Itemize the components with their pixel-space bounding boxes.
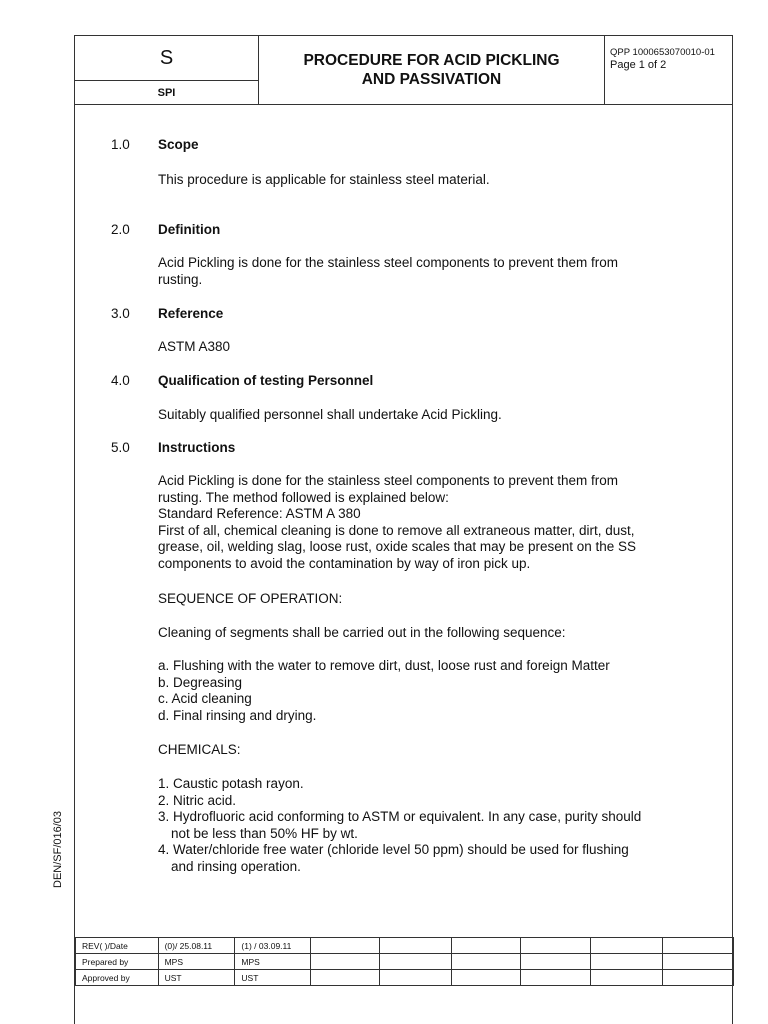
table-cell [591, 954, 662, 970]
section-title-scope: Scope [158, 137, 199, 152]
page-number: Page 1 of 2 [610, 59, 667, 71]
side-document-code: DEN/SF/016/03 [52, 810, 64, 888]
table-cell [380, 970, 451, 986]
text-line: Acid Pickling is done for the stainless steel components to prevent them from [158, 255, 618, 270]
table-cell [310, 970, 380, 986]
table-cell [662, 970, 733, 986]
list-item: 3. Hydrofluoric acid conforming to ASTM or equivalent. In any case, purity should [158, 809, 642, 824]
text-line: rusting. [158, 271, 203, 287]
section-title-instructions: Instructions [158, 440, 236, 455]
chemicals-list [158, 776, 698, 875]
document-title [259, 36, 605, 104]
section-number: 1.0 [111, 137, 130, 152]
sequence-list [158, 658, 698, 724]
table-cell: MPS [235, 954, 310, 970]
list-item: b. Degreasing [158, 674, 243, 690]
document-header [75, 36, 732, 105]
table-row [76, 938, 734, 954]
list-item: 1. Caustic potash rayon. [158, 776, 304, 791]
definition-text [158, 255, 698, 288]
table-cell [520, 938, 591, 954]
table-cell [520, 970, 591, 986]
unit-label: SPI [157, 87, 176, 99]
section-number: 3.0 [111, 306, 130, 321]
title-line-2: AND PASSIVATION [361, 71, 502, 88]
header-left [75, 36, 259, 104]
list-item: c. Acid cleaning [158, 691, 252, 706]
instructions-text [158, 473, 698, 572]
table-cell [520, 954, 591, 970]
sequence-intro: Cleaning of segments shall be carried out in the following sequence: [158, 625, 566, 640]
table-cell [591, 970, 662, 986]
document-page [74, 35, 733, 1024]
reference-text: ASTM A380 [158, 339, 231, 354]
section-number: 5.0 [111, 440, 130, 455]
text-line: components to avoid the contamination by way of iron pick up. [158, 555, 531, 571]
list-item-continuation: not be less than 50% HF by wt. [171, 825, 358, 841]
revision-table [75, 937, 734, 986]
table-row [76, 954, 734, 970]
table-row [76, 970, 734, 986]
company-logo: S [75, 36, 258, 81]
table-cell [451, 938, 520, 954]
table-cell [662, 954, 733, 970]
table-cell [591, 938, 662, 954]
section-title-reference: Reference [158, 306, 224, 321]
table-cell: MPS [158, 954, 235, 970]
table-cell [310, 954, 380, 970]
text-line: First of all, chemical cleaning is done to remove all extraneous matter, dirt, dust, [158, 522, 635, 538]
text-line: rusting. The method followed is explained below: [158, 489, 449, 505]
table-cell [451, 954, 520, 970]
section-title-qualification: Qualification of testing Personnel [158, 373, 374, 388]
section-number: 2.0 [111, 222, 130, 237]
table-cell: UST [235, 970, 310, 986]
sequence-heading: SEQUENCE OF OPERATION: [158, 591, 343, 606]
list-item-continuation: and rinsing operation. [171, 858, 301, 874]
table-cell: (0)/ 25.08.11 [158, 938, 235, 954]
section-number: 4.0 [111, 373, 130, 388]
table-cell [310, 938, 380, 954]
table-cell: UST [158, 970, 235, 986]
table-cell [380, 938, 451, 954]
table-cell [380, 954, 451, 970]
title-line-1: PROCEDURE FOR ACID PICKLING [303, 52, 560, 69]
list-item: a. Flushing with the water to remove dirt, dust, loose rust and foreign Matter [158, 658, 610, 673]
table-cell [451, 970, 520, 986]
qualification-text: Suitably qualified personnel shall undertake Acid Pickling. [158, 407, 502, 422]
scope-text: This procedure is applicable for stainless steel material. [158, 172, 490, 187]
text-line: grease, oil, welding slag, loose rust, oxide scales that may be present on the SS [158, 539, 637, 554]
list-item: 4. Water/chloride free water (chloride level 50 ppm) should be used for flushing [158, 842, 629, 857]
table-cell: (1) / 03.09.11 [235, 938, 310, 954]
document-number: QPP 1000653070010-01 [610, 47, 715, 58]
list-item: 2. Nitric acid. [158, 792, 237, 808]
section-title-definition: Definition [158, 222, 221, 237]
text-line: Acid Pickling is done for the stainless steel components to prevent them from [158, 473, 618, 488]
list-item: d. Final rinsing and drying. [158, 707, 317, 723]
table-cell: Prepared by [76, 954, 159, 970]
text-line: Standard Reference: ASTM A 380 [158, 506, 361, 521]
table-cell: REV( )/Date [76, 938, 159, 954]
table-cell: Approved by [76, 970, 159, 986]
table-cell [662, 938, 733, 954]
document-meta [606, 36, 732, 104]
chemicals-heading: CHEMICALS: [158, 742, 241, 757]
